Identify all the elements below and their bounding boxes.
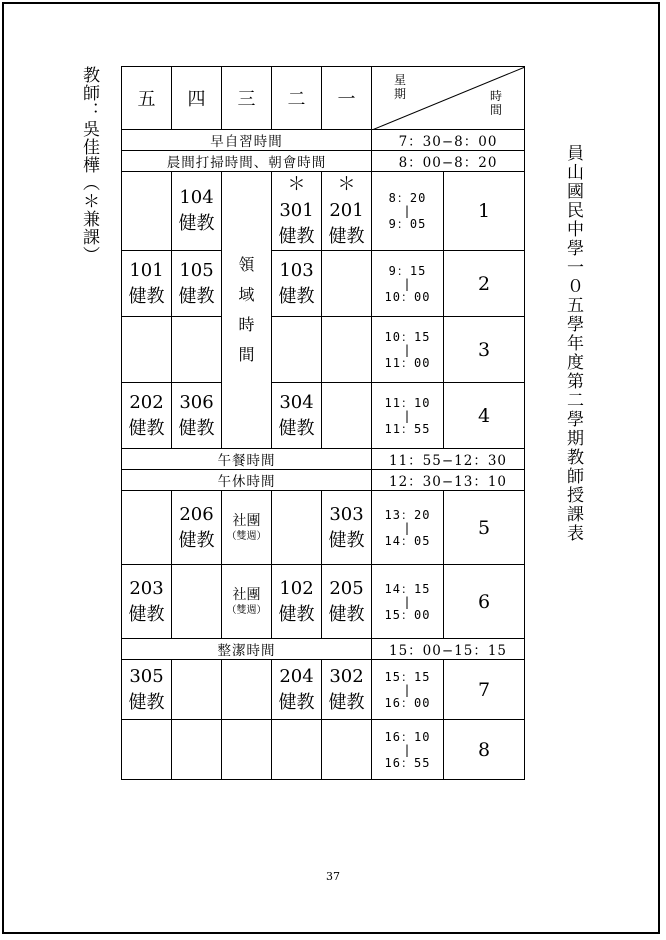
cell-p3-thu <box>172 317 222 383</box>
day-mon: 一 <box>322 67 372 130</box>
band-cleaning: 晨間打掃時間、朝會時間 <box>122 151 372 172</box>
cell-p5-wed-club: 社團 （雙週） <box>222 491 272 565</box>
cell-p8-mon <box>322 720 372 780</box>
cell-p8-tue <box>272 720 322 780</box>
cell-p4-fri: 202 健教 <box>122 383 172 449</box>
cell-p6-tue: 102 健教 <box>272 565 322 639</box>
cell-p2-mon <box>322 251 372 317</box>
cell-p1-tue: ＊301 健教 <box>272 172 322 251</box>
cell-p6-fri: 203 健教 <box>122 565 172 639</box>
document-title: 員山國民中學一０五學年度第二學期教師授課表 <box>563 144 583 543</box>
cell-p5-fri <box>122 491 172 565</box>
cell-p5-tue <box>272 491 322 565</box>
time-p3: 10：15 | 11：00 <box>372 317 444 383</box>
cell-p7-wed <box>222 660 272 720</box>
band-tidy-time: 15：00−15：15 <box>372 639 525 660</box>
cell-p2-fri: 101 健教 <box>122 251 172 317</box>
band-morning-study: 早自習時間 <box>122 130 372 151</box>
period-4: 4 <box>444 383 525 449</box>
cell-p7-mon: 302 健教 <box>322 660 372 720</box>
band-nap: 午休時間 <box>122 470 372 491</box>
period-7: 7 <box>444 660 525 720</box>
cell-p1-fri <box>122 172 172 251</box>
period-8: 8 <box>444 720 525 780</box>
cell-p3-tue <box>272 317 322 383</box>
cell-p7-tue: 204 健教 <box>272 660 322 720</box>
cell-p2-thu: 105 健教 <box>172 251 222 317</box>
band-morning-study-time: 7：30−8：00 <box>372 130 525 151</box>
cell-p4-thu: 306 健教 <box>172 383 222 449</box>
time-p2: 9：15 | 10：00 <box>372 251 444 317</box>
day-tue: 二 <box>272 67 322 130</box>
time-p7: 15：15 | 16：00 <box>372 660 444 720</box>
cell-p1-thu: 104 健教 <box>172 172 222 251</box>
band-tidy: 整潔時間 <box>122 639 372 660</box>
cell-p8-fri <box>122 720 172 780</box>
cell-p4-tue: 304 健教 <box>272 383 322 449</box>
cell-p3-fri <box>122 317 172 383</box>
period-5: 5 <box>444 491 525 565</box>
day-thu: 四 <box>172 67 222 130</box>
period-label: 時間 <box>490 89 503 117</box>
time-p8: 16：10 | 16：55 <box>372 720 444 780</box>
period-3: 3 <box>444 317 525 383</box>
weekday-label: 星期 <box>394 73 407 101</box>
period-6: 6 <box>444 565 525 639</box>
band-nap-time: 12：30−13：10 <box>372 470 525 491</box>
cell-p5-thu: 206 健教 <box>172 491 222 565</box>
domain-time: 領 域 時 間 <box>222 172 272 449</box>
cell-p6-mon: 205 健教 <box>322 565 372 639</box>
period-1: 1 <box>444 172 525 251</box>
time-p4: 11：10 | 11：55 <box>372 383 444 449</box>
cell-p6-thu <box>172 565 222 639</box>
band-lunch-time: 11：55−12：30 <box>372 449 525 470</box>
cell-p7-thu <box>172 660 222 720</box>
teacher-label: 教師：吳佳樺（＊兼課） <box>79 66 99 264</box>
day-fri: 五 <box>122 67 172 130</box>
cell-p5-mon: 303 健教 <box>322 491 372 565</box>
cell-p8-thu <box>172 720 222 780</box>
band-cleaning-time: 8：00−8：20 <box>372 151 525 172</box>
period-2: 2 <box>444 251 525 317</box>
time-p6: 14：15 | 15：00 <box>372 565 444 639</box>
cell-p6-wed-club: 社團 （雙週） <box>222 565 272 639</box>
band-lunch: 午餐時間 <box>122 449 372 470</box>
time-p5: 13：20 | 14：05 <box>372 491 444 565</box>
cell-p8-wed <box>222 720 272 780</box>
cell-p4-mon <box>322 383 372 449</box>
cell-p1-mon: ＊201 健教 <box>322 172 372 251</box>
timetable <box>121 66 525 780</box>
cell-p3-mon <box>322 317 372 383</box>
cell-p2-tue: 103 健教 <box>272 251 322 317</box>
cell-p7-fri: 305 健教 <box>122 660 172 720</box>
header-corner <box>372 67 525 130</box>
page-number: 37 <box>326 870 340 883</box>
day-wed: 三 <box>222 67 272 130</box>
time-p1: 8：20 | 9：05 <box>372 172 444 251</box>
